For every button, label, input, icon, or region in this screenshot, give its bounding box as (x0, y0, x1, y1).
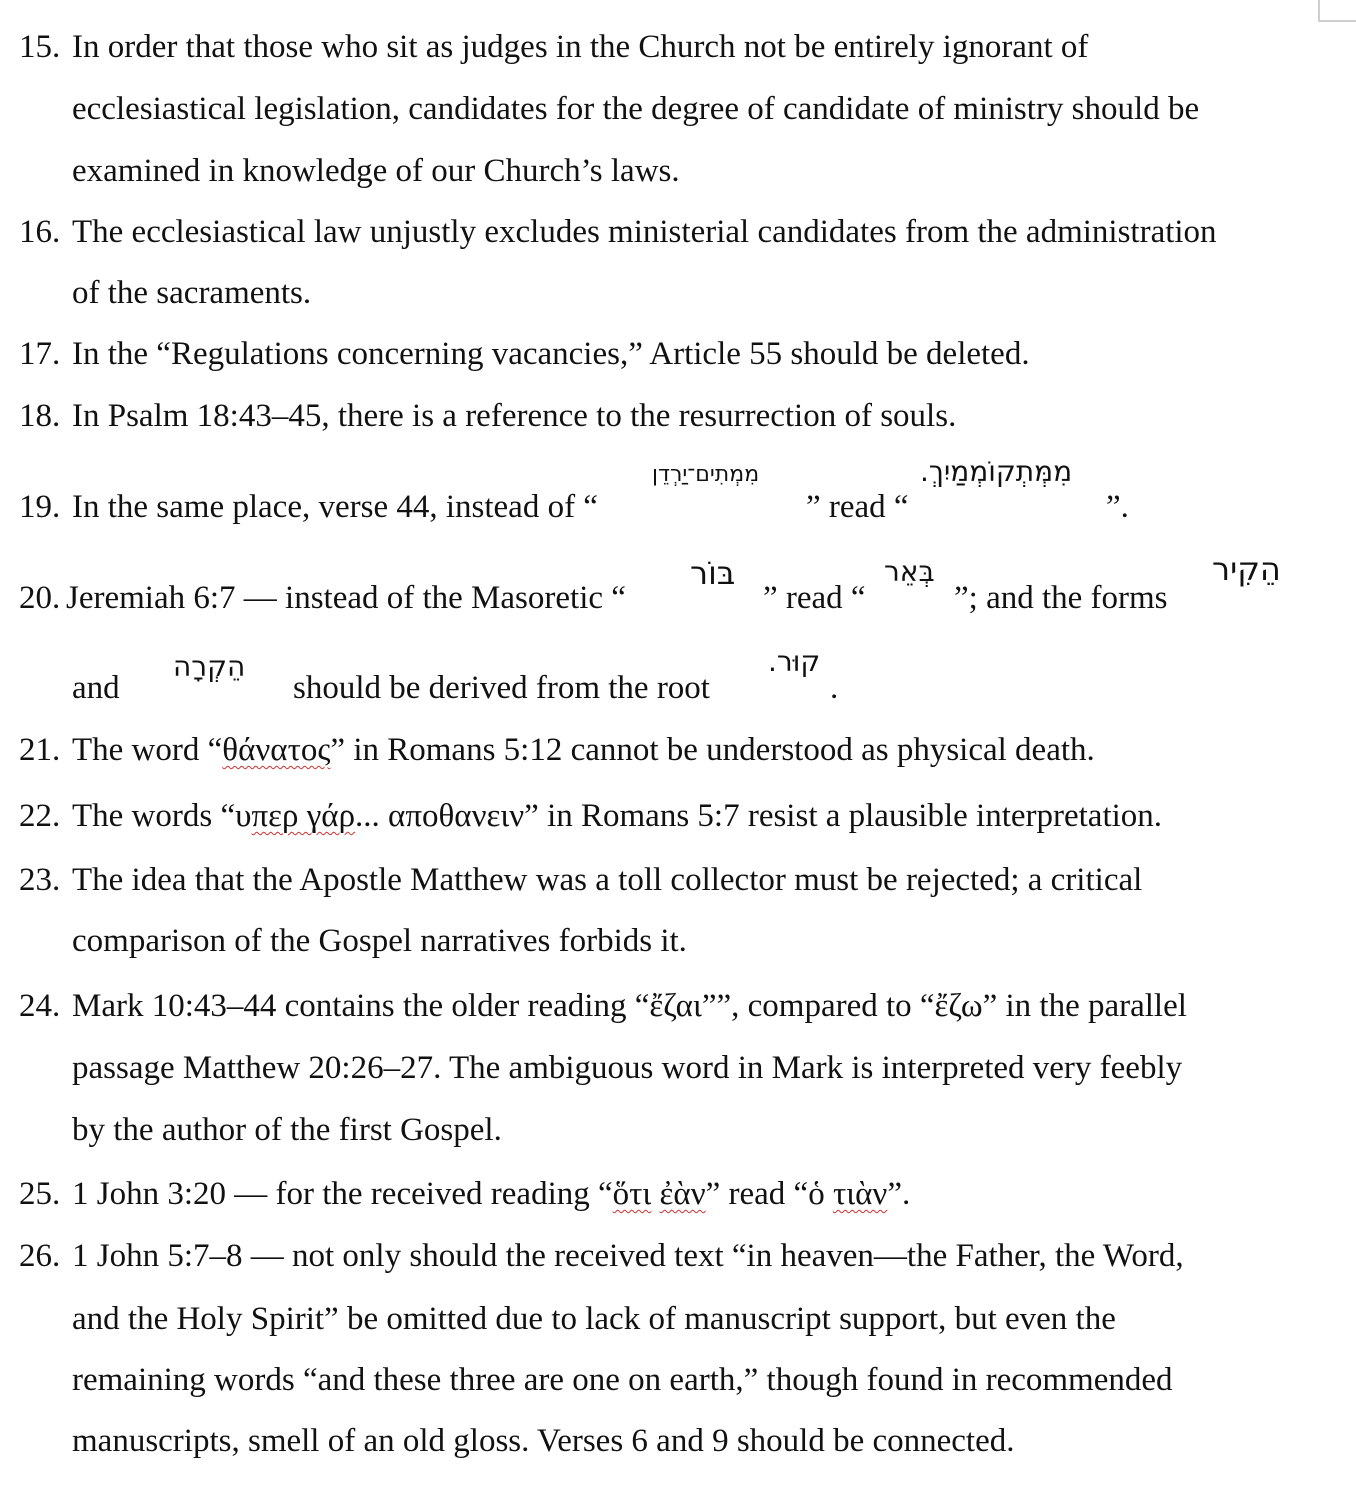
text-line: In order that those who sit as judges in the Church not be entirely ignorant of (72, 29, 1089, 65)
text-line: ecclesiastical legislation, candidates for the degree of candidate of ministry should be (72, 91, 1200, 127)
text-segment: ”; and the forms (954, 580, 1168, 616)
text-segment: . (830, 670, 839, 706)
item-number: 22. (19, 798, 61, 834)
hebrew-word: הֵקְרָה (173, 650, 246, 683)
item-number: 19. (19, 489, 61, 525)
text-line: passage Matthew 20:26–27. The ambiguous word in Mark is interpreted very feebly (72, 1050, 1183, 1086)
hebrew-word: בּוֹר (690, 554, 736, 592)
text-line (72, 1174, 910, 1214)
greek-word: περ γάρ (251, 798, 356, 834)
text-segment: ”. (887, 1176, 911, 1212)
item-number: 16. (19, 214, 61, 250)
item-number: 25. (19, 1176, 61, 1212)
greek-word: ἐὰν (659, 1176, 706, 1212)
text-segment: ”. (1106, 489, 1129, 525)
text-line: The idea that the Apostle Matthew was a toll collector must be rejected; a critical (72, 862, 1143, 898)
hebrew-word: בְּאֵר (884, 555, 935, 588)
item-number: 20. (19, 580, 61, 616)
text-segment (651, 1176, 659, 1212)
text-line: remaining words “and these three are one on earth,” though found in recommended (72, 1362, 1173, 1398)
text-line: In the “Regulations concerning vacancies,” Article 55 should be deleted. (72, 336, 1030, 372)
greek-word: ὅτι (612, 1176, 652, 1212)
text-segment: ... αποθανειν” in Romans 5:7 resist a plausible interpretation. (355, 798, 1163, 834)
text-segment: The words “υ (72, 798, 252, 834)
text-line (72, 730, 1095, 770)
text-line: Mark 10:43–44 contains the older reading “ἔζαι””, compared to “ἔζω” in the parallel (72, 988, 1187, 1024)
hebrew-word: מִמְּתְקוֹמְמַיִךְ. (920, 455, 1073, 488)
item-number: 24. (19, 988, 61, 1024)
text-segment: In the same place, verse 44, instead of “ (72, 489, 598, 525)
item-number: 26. (19, 1238, 61, 1274)
text-line (72, 796, 1162, 836)
text-line: by the author of the first Gospel. (72, 1112, 502, 1148)
text-segment: should be derived from the root (293, 670, 710, 706)
item-number: 18. (19, 398, 61, 434)
text-line: and the Holy Spirit” be omitted due to lack of manuscript support, but even the (72, 1301, 1116, 1337)
hebrew-word: מִמְתִים־יַרְדֵן (652, 462, 760, 487)
text-line: The ecclesiastical law unjustly excludes ministerial candidates from the administration (72, 214, 1217, 250)
text-line: 1 John 5:7–8 — not only should the received text “in heaven—the Father, the Word, (72, 1238, 1184, 1274)
text-segment: The word “ (72, 732, 223, 768)
hebrew-word: הֵקִיר (1212, 550, 1281, 588)
text-line: of the sacraments. (72, 275, 312, 311)
item-number: 17. (19, 336, 61, 372)
item-number: 23. (19, 862, 61, 898)
text-segment: ” in Romans 5:12 cannot be understood as physical death. (330, 732, 1095, 768)
text-segment: Jeremiah 6:7 — instead of the Masoretic “ (66, 580, 626, 616)
item-number: 15. (19, 29, 61, 65)
text-line: manuscripts, smell of an old gloss. Verses 6 and 9 should be connected. (72, 1423, 1015, 1459)
text-segment: ” read “ (806, 489, 909, 525)
item-number: 21. (19, 732, 61, 768)
text-segment: ” read “ (763, 580, 866, 616)
greek-word: θάνατος (222, 732, 331, 768)
page-corner-mark (1318, 0, 1356, 22)
text-segment: ” read “ὁ (705, 1176, 833, 1212)
text-segment: and (72, 670, 120, 706)
text-line: comparison of the Gospel narratives forbids it. (72, 923, 687, 959)
text-line: examined in knowledge of our Church’s laws. (72, 153, 680, 189)
hebrew-word: קוּר. (768, 645, 821, 678)
greek-word: τιὰν (832, 1176, 888, 1212)
text-segment: 1 John 3:20 — for the received reading “ (72, 1176, 613, 1212)
text-line: In Psalm 18:43–45, there is a reference to the resurrection of souls. (72, 398, 957, 434)
